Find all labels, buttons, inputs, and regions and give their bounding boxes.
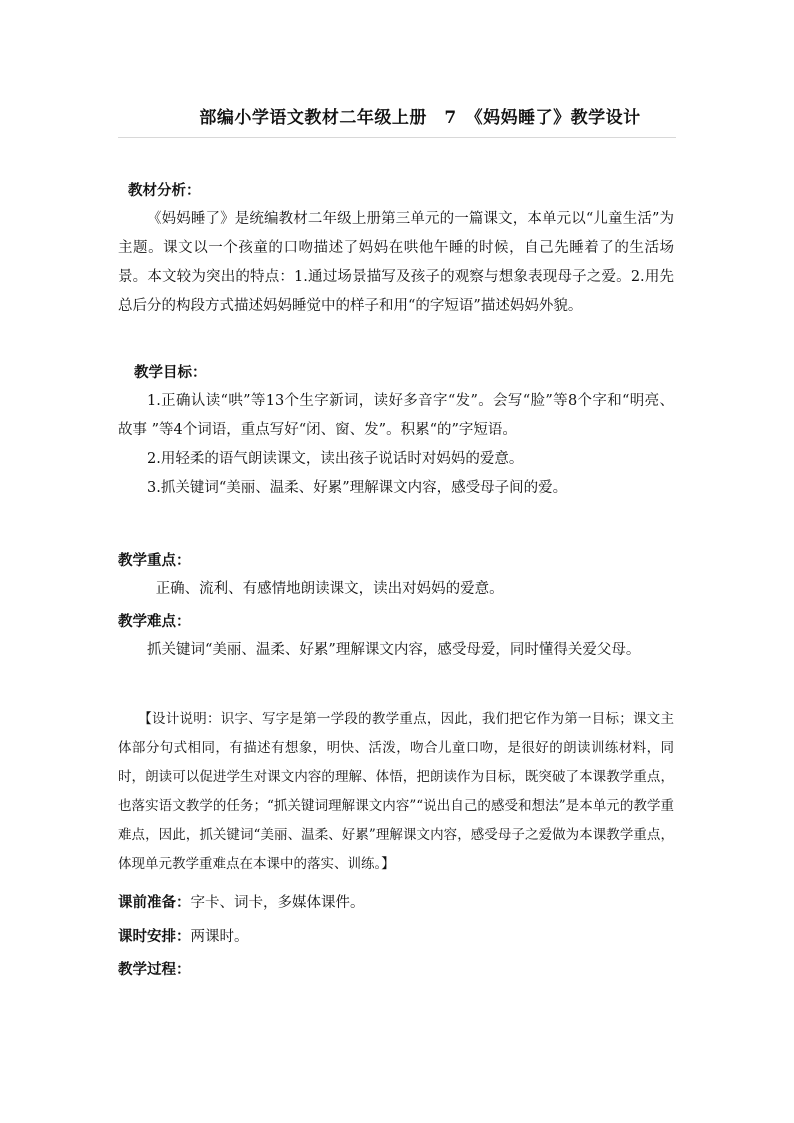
key-points-text: 正确、流利、有感情地朗读课文，读出对妈妈的爱意。 bbox=[155, 581, 504, 597]
objectives-section bbox=[118, 358, 674, 503]
objectives-heading: 教学目标： bbox=[134, 364, 207, 381]
material-analysis-heading: 教材分析： bbox=[128, 182, 201, 199]
process-heading: 教学过程： bbox=[118, 961, 191, 978]
difficulties-heading: 教学难点： bbox=[118, 613, 191, 630]
process-row bbox=[118, 955, 674, 984]
difficulties-text: 抓关键词“美丽、温柔、好累”理解课文内容，感受母爱，同时懂得关爱父母。 bbox=[147, 642, 641, 658]
key-points-section bbox=[118, 546, 674, 604]
schedule-row bbox=[118, 922, 674, 952]
design-note-text: 【设计说明：识字、写字是第一学段的教学重点，因此，我们把它作为第一目标；课文主体部分句式相同，有描述有想象，明快、活泼，吻合儿童口吻，是很好的朗读训练材料，同时，朗读可以促进学生对课文内容的理解、体悟，把朗读作为目标，既突破了本课教学重点，也落实语文教学的任务；“抓关键词理解课文内容”“说出自己的感受和想法”是本单元的教学重难点，因此，抓关键词“美丽、温柔、好累”理解课文内容，感受母子之爱做为本课教学重点，体现单元教学重难点在本课中的落实、训练。】 bbox=[118, 711, 674, 872]
preparation-label: 课前准备： bbox=[118, 894, 191, 911]
objective-item-1: 1.正确认读“哄”等13个生字新词，读好多音字“发”。会写“脸”等8个字和“明亮、 故事 ”等4个词语，重点写好“闭、窗、发”。积累“的”字短语。 bbox=[118, 393, 674, 438]
key-points-heading: 教学重点： bbox=[118, 552, 191, 569]
preparation-row bbox=[118, 888, 674, 918]
objective-item-2: 2.用轻柔的语气朗读课文，读出孩子说话时对妈妈的爱意。 bbox=[147, 451, 524, 467]
title-divider bbox=[118, 137, 676, 138]
objective-item-3: 3.抓关键词“美丽、温柔、好累”理解课文内容，感受母子间的爱。 bbox=[147, 480, 568, 496]
material-analysis-section bbox=[118, 176, 674, 321]
preparation-value: 字卡、词卡，多媒体课件。 bbox=[190, 895, 365, 911]
design-note-section bbox=[118, 705, 674, 879]
schedule-label: 课时安排： bbox=[118, 928, 191, 945]
schedule-value: 两课时。 bbox=[190, 929, 249, 945]
material-analysis-text: 《妈妈睡了》是统编教材二年级上册第三单元的一篇课文，本单元以“儿童生活”为主题。课文以一个孩童的口吻描述了妈妈在哄他午睡的时候，自己先睡着了的生活场景。本文较为突出的特点：1.通过场景描写及孩子的观察与想象表现母子之爱。2.用先总后分的构段方式描述妈妈睡觉中的样子和用“的字短语”描述妈妈外貌。 bbox=[118, 211, 674, 314]
difficulties-section bbox=[118, 607, 674, 665]
document-title: 部编小学语文教材二年级上册 7 《妈妈睡了》教学设计 bbox=[199, 108, 641, 128]
